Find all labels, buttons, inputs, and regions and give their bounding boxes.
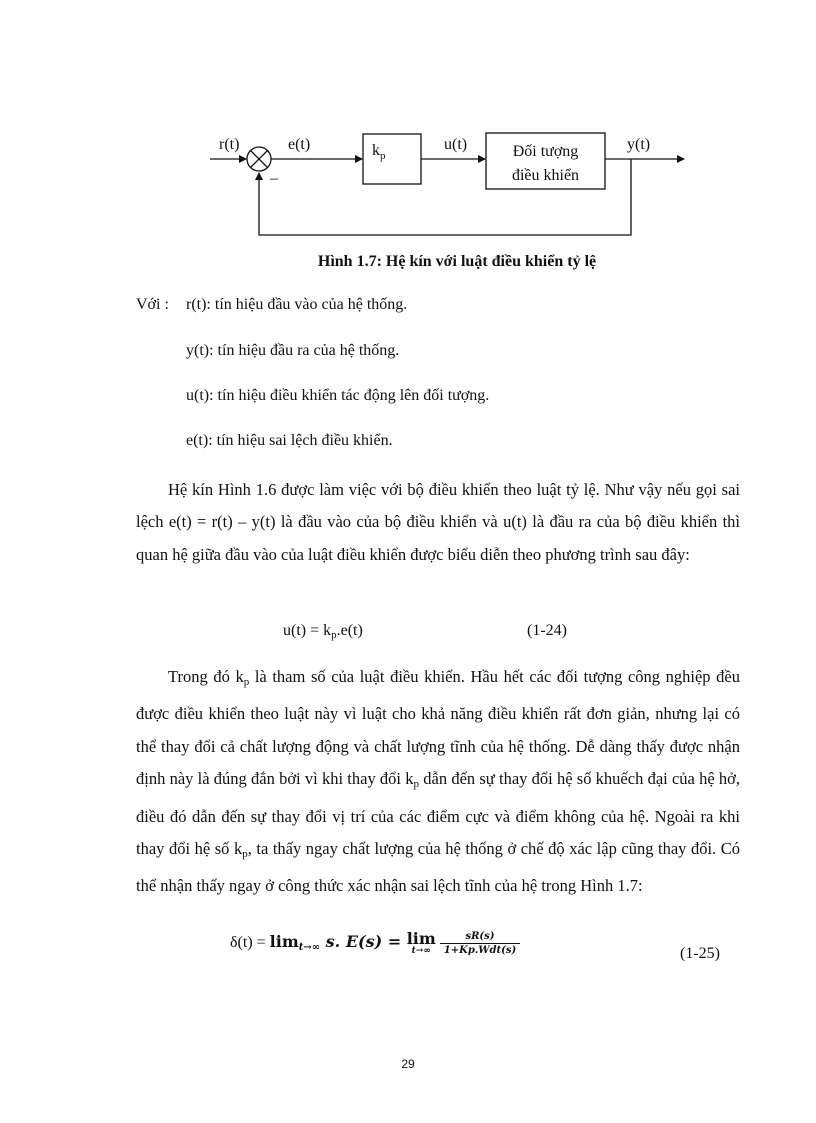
- equation-1-number: (1-24): [527, 622, 567, 639]
- minus-sign: –: [270, 170, 278, 187]
- page-number: 29: [401, 1057, 415, 1071]
- definition-item: u(t): tín hiệu điều khiển tác động lên đối tượng.: [186, 387, 490, 404]
- block-diagram: [0, 0, 816, 250]
- error-label: e(t): [288, 136, 311, 153]
- summing-junction: [247, 147, 271, 171]
- equation-1: $u(t) = k_p.e(t)$: [283, 622, 363, 641]
- equation-2-number: (1-25): [680, 945, 720, 962]
- input-label: r(t): [219, 136, 240, 153]
- definition-item: e(t): tín hiệu sai lệch điều khiển.: [186, 432, 393, 449]
- plant-label-line2: điều khiển: [511, 167, 580, 184]
- paragraph-1: Hệ kín Hình 1.6 được làm việc với bộ điều khiển theo luật tỷ lệ. Như vậy nếu gọi sai lệch e(t) = r(t) – y(t) là đầu vào của bộ điều khiển và u(t) là đầu ra của bộ điều khiển thì quan hệ giữa đầu vào của luật điều khiển được biểu diễn theo phương trình sau đây:: [136, 480, 740, 564]
- output-label: y(t): [627, 136, 651, 153]
- equation-2: $\delta(t) = \lim_{t\to\infty} s$. E(s) = lim t→∞ $\frac{sR(s)}{\text{1+Kp.Wdt(s)}}$: [230, 931, 520, 956]
- definition-item: r(t): tín hiệu đầu vào của hệ thống.: [186, 296, 408, 313]
- control-label: u(t): [444, 136, 468, 153]
- paragraph-2: Trong đó $k_p$ là tham số của luật điều khiển. Hầu hết các đối tượng công nghiệp đều được điều khiển theo luật này vì luật cho khả năng điều khiển rất đơn giản, nhưng lại có thể thay đổi cả chất lượng động và chất lượng tĩnh của hệ thống. Dễ dàng thấy được nhận định này là đúng đắn bởi vì khi thay đổi $k_p$ dẫn đến sự thay đổi hệ số khuếch đại của hệ hở, điều đó dẫn đến sự thay đổi vị trí của các điểm cực và điểm không của hệ. Ngoài ra khi thay đổi hệ số $k_p$, ta thấy ngay chất lượng của hệ thống ở chế độ xác lập cũng thay đổi. Có thể nhận thấy ngay ở công thức xác nhận sai lệch tĩnh của hệ trong Hình 1.7:: [136, 667, 741, 896]
- definition-prefix: Với :: [136, 296, 169, 313]
- definition-item: y(t): tín hiệu đầu ra của hệ thống.: [186, 342, 400, 359]
- plant-label-line1: Đối tượng: [512, 143, 579, 160]
- controller-label: $k_p$: [372, 142, 386, 162]
- figure-caption: Hình 1.7: Hệ kín với luật điều khiển tỷ lệ: [317, 253, 597, 270]
